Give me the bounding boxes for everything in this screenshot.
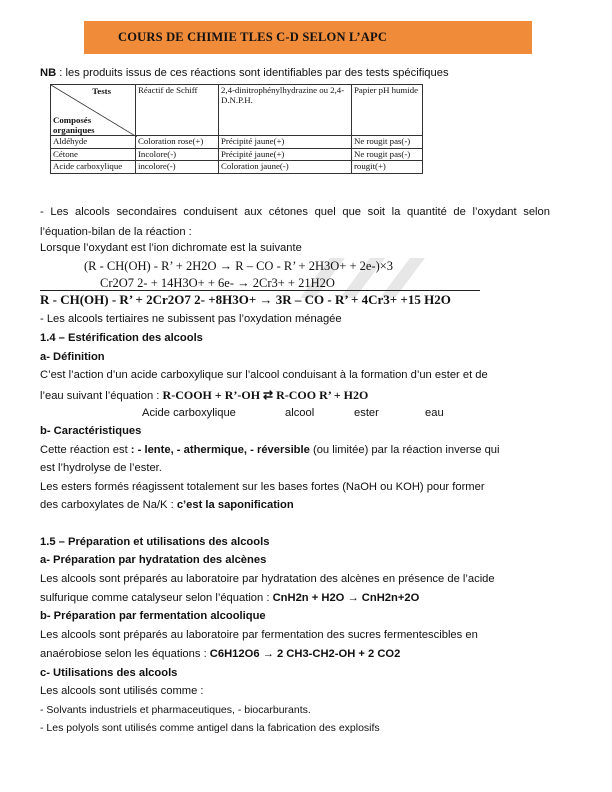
definition-line-2 [40,388,368,403]
legend-water: eau [425,407,444,419]
subsection-fermentation: b- Préparation par fermentation alcoolique [40,610,266,622]
table-header-row [51,85,423,136]
fermentation-equation: C6H12O6 → 2 CH3-CH2-OH + 2 CO2 [209,648,401,660]
subsection-hydration: a- Préparation par hydratation des alcènes [40,554,267,566]
cell: rougit(+) [352,161,423,174]
saponification-term: c’est la saponification [176,499,294,511]
subsection-definition: a- Définition [40,351,105,363]
hydration-line-2 [40,591,419,605]
hydration-text: sulfurique comme catalyseur selon l’équation : [40,592,273,604]
subsection-uses: c- Utilisations des alcools [40,667,178,679]
test-table [50,84,423,174]
fermentation-text: anaérobiose selon les équations : [40,648,210,660]
hydration-line-1: Les alcools sont préparés au laboratoire par hydratation des alcènes en présence de l’acide [40,573,495,585]
char-text: des carboxylates de Na/K : [40,499,177,511]
cell: incolore(-) [136,161,219,174]
cell: Incolore(-) [136,148,219,161]
cell: Coloration jaune(-) [219,161,352,174]
row-name: Cétone [51,148,136,161]
characteristics-line-3: Les esters formés réagissent totalement sur les bases fortes (NaOH ou KOH) pour former [40,481,485,493]
section-1-5-heading: 1.5 – Préparation et utilisations des alcools [40,536,270,548]
definition-line-1: C’est l’action d’un acide carboxylique sur l’alcool conduisant à la formation d’un ester et de [40,369,488,381]
para-dichromate: Lorsque l’oxydant est l’ion dichromate est la suivante [40,242,302,254]
legend-ester: ester [354,407,379,419]
uses-item-1: - Solvants industriels et pharmaceutiques, - biocarburants. [40,704,311,716]
characteristics-line-2: est l’hydrolyse de l’ester. [40,462,162,474]
esterification-equation: R-COOH + R’-OH ⇄ R-COO R’ + H2O [162,388,369,402]
title-banner [84,21,532,54]
equation-separator [40,290,480,291]
table-row [51,148,423,161]
equation-reduction: Cr2O7 2- + 14H3O+ + 6e- → 2Cr3+ + 21H2O [100,276,335,290]
fermentation-line-2 [40,647,400,661]
cell: Ne rougit pas(-) [352,148,423,161]
table-corner-cell [51,85,136,136]
cell: Précipité jaune(+) [219,136,352,149]
para-tertiary-alcohols: - Les alcools tertiaires ne subissent pas l’oxydation ménagée [40,313,342,325]
characteristics-line-1 [40,443,500,457]
row-name: Aldéhyde [51,136,136,149]
col-header: Réactif de Schiff [136,85,219,136]
definition-text: l’eau suivant l’équation : [40,390,163,402]
uses-item-2: - Les polyols sont utilisés comme antigel dans la fabrication des explosifs [40,722,380,734]
section-1-4-heading: 1.4 – Estérification des alcools [40,332,203,344]
char-bold: : - lente, - athermique, - réversible [130,444,310,456]
table-row [51,161,423,174]
legend-acid: Acide carboxylique [142,407,236,419]
nb-text: : les produits issus de ces réactions sont identifiables par des tests spécifiques [56,67,449,79]
corner-bottom: Composés organiques [53,115,95,135]
legend-alcohol: alcool [285,407,315,419]
cell: Précipité jaune(+) [219,148,352,161]
equation-global: R - CH(OH) - R’ + 2Cr2O7 2- +8H3O+ → 3R – CO - R’ + 4Cr3+ +15 H2O [40,292,451,307]
cell: Ne rougit pas(-) [352,136,423,149]
row-name: Acide carboxylique [51,161,136,174]
nb-label: NB [40,67,57,79]
fermentation-line-1: Les alcools sont préparés au laboratoire par fermentation des sucres fermentescibles en [40,629,478,641]
char-text-end: (ou limitée) par la réaction inverse qui [309,444,500,456]
para-secondary-alcohols: - Les alcools secondaires conduisent aux cétones quel que soit la quantité de l’oxydant selon l’équation-bilan de la réaction : [40,206,550,238]
uses-intro: Les alcools sont utilisés comme : [40,685,204,697]
characteristics-line-4 [40,498,294,512]
cell: Coloration rose(+) [136,136,219,149]
subsection-characteristics: b- Caractéristiques [40,425,142,437]
table-row [51,136,423,149]
col-header: 2,4-dinitrophénylhydrazine ou 2,4-D.N.P.H. [219,85,352,136]
corner-top: Tests [92,86,111,96]
hydration-equation: CnH2n + H2O → CnH2n+2O [272,592,420,604]
char-text: Cette réaction est [40,444,131,456]
page-title: COURS DE CHIMIE TLES C-D SELON L’APC [118,30,388,44]
equation-oxidation: (R - CH(OH) - R’ + 2H2O → R – CO - R’ + 2H3O+ + 2e-)×3 [84,259,394,273]
col-header: Papier pH humide [352,85,423,136]
nb-line [40,66,449,80]
